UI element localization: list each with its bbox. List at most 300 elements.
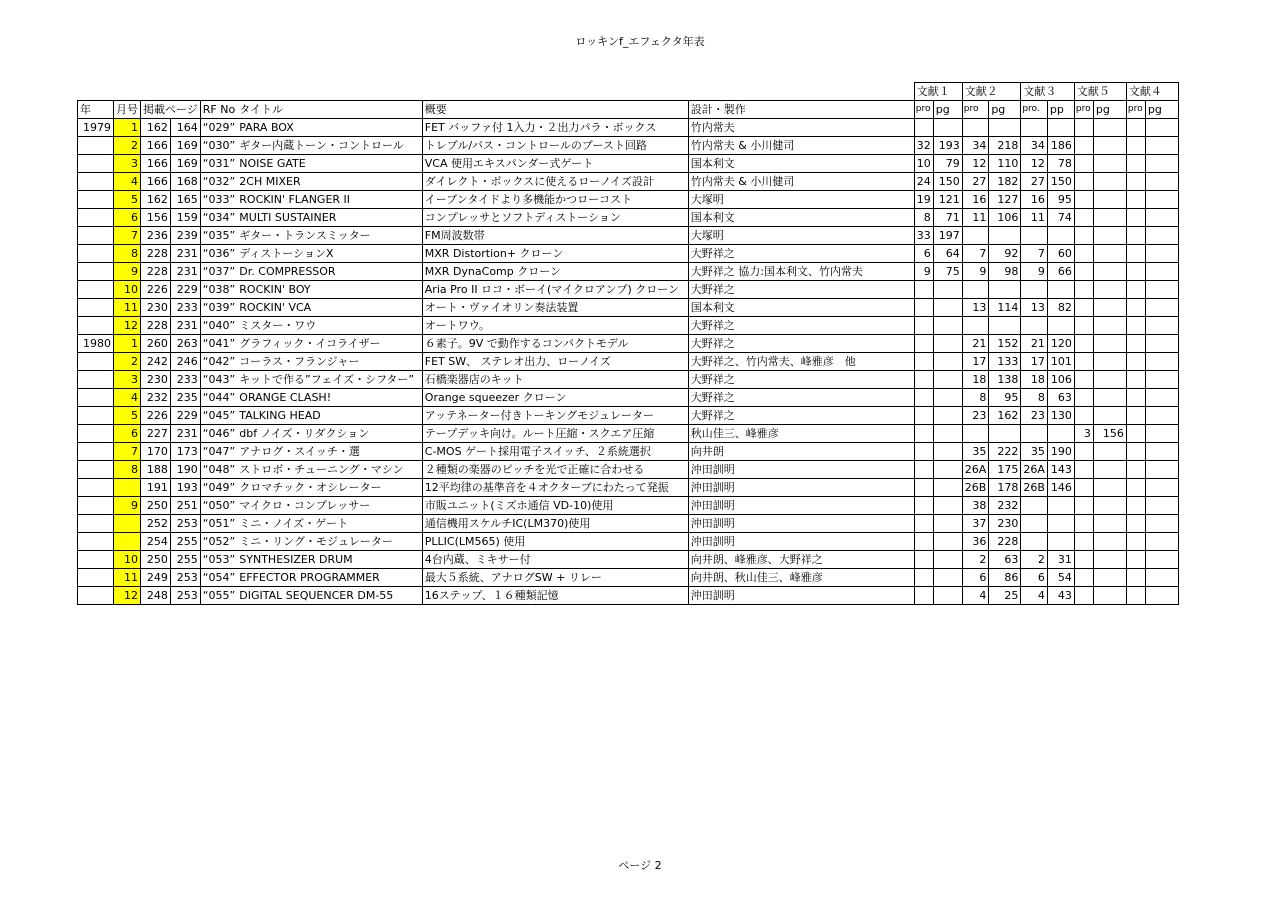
cell-ref5-pro <box>1074 389 1093 407</box>
cell-ref4-pg <box>1145 299 1178 317</box>
cell-issue: 5 <box>114 407 141 425</box>
cell-ref1-pg <box>933 479 962 497</box>
cell-page-start: 228 <box>141 317 171 335</box>
header-title: タイトル <box>237 101 422 119</box>
cell-ref2-pg: 25 <box>989 587 1021 605</box>
cell-ref2-pg: 133 <box>989 353 1021 371</box>
table-row <box>78 515 1179 533</box>
cell-designer: 沖田訓明 <box>688 497 914 515</box>
cell-ref2-pro: 18 <box>962 371 989 389</box>
cell-ref1-pro: 24 <box>914 173 933 191</box>
cell-designer: 大野祥之 <box>688 281 914 299</box>
cell-ref3-pro: 9 <box>1021 263 1048 281</box>
cell-ref1-pg <box>933 569 962 587</box>
cell-title: ギター内蔵トーン・コントロール <box>237 137 422 155</box>
table-row <box>78 551 1179 569</box>
cell-page-start: 227 <box>141 425 171 443</box>
cell-title: コーラス・フランジャー <box>237 353 422 371</box>
table-row <box>78 497 1179 515</box>
table-row <box>78 209 1179 227</box>
cell-ref4-pro <box>1126 353 1145 371</box>
header-ref1-pro: pro <box>914 101 933 119</box>
cell-summary: VCA 使用エキスパンダー式ゲート <box>422 155 688 173</box>
cell-ref3-pro: 27 <box>1021 173 1048 191</box>
cell-rf-no: “046” <box>200 425 237 443</box>
cell-title: アナログ・スイッチ・選 <box>237 443 422 461</box>
cell-ref1-pro <box>914 317 933 335</box>
cell-year <box>78 551 114 569</box>
cell-issue: 8 <box>114 461 141 479</box>
cell-title: クロマチック・オシレーター <box>237 479 422 497</box>
cell-rf-no: “033” <box>200 191 237 209</box>
cell-ref1-pro <box>914 551 933 569</box>
cell-ref1-pg <box>933 119 962 137</box>
table-row <box>78 299 1179 317</box>
cell-ref5-pro <box>1074 533 1093 551</box>
cell-year <box>78 173 114 191</box>
cell-rf-no: “054” <box>200 569 237 587</box>
cell-ref3-pro <box>1021 533 1048 551</box>
cell-page-start: 236 <box>141 227 171 245</box>
header-year: 年 <box>78 101 114 119</box>
cell-ref5-pro <box>1074 173 1093 191</box>
cell-ref4-pg <box>1145 371 1178 389</box>
cell-ref4-pg <box>1145 515 1178 533</box>
cell-designer: 秋山佳三、峰雅彦 <box>688 425 914 443</box>
cell-rf-no: “038” <box>200 281 237 299</box>
cell-issue: 6 <box>114 425 141 443</box>
cell-ref2-pro: 13 <box>962 299 989 317</box>
cell-designer: 竹内常夫 <box>688 119 914 137</box>
cell-ref3-pro: 8 <box>1021 389 1048 407</box>
cell-ref3-pp: 120 <box>1047 335 1074 353</box>
cell-ref1-pg <box>933 425 962 443</box>
cell-issue: 12 <box>114 587 141 605</box>
cell-ref2-pro: 9 <box>962 263 989 281</box>
cell-page-end: 255 <box>170 533 200 551</box>
cell-title: ミスター・ワウ <box>237 317 422 335</box>
cell-ref2-pro: 37 <box>962 515 989 533</box>
cell-summary: 16ステップ、１６種類記憶 <box>422 587 688 605</box>
cell-page-end: 251 <box>170 497 200 515</box>
cell-year <box>78 155 114 173</box>
cell-ref3-pro: 7 <box>1021 245 1048 263</box>
cell-ref5-pg: 156 <box>1093 425 1126 443</box>
cell-designer: 沖田訓明 <box>688 515 914 533</box>
cell-ref2-pro: 38 <box>962 497 989 515</box>
cell-ref1-pg <box>933 371 962 389</box>
cell-ref1-pg: 71 <box>933 209 962 227</box>
cell-title: ディストーションX <box>237 245 422 263</box>
cell-year <box>78 497 114 515</box>
cell-ref2-pro: 23 <box>962 407 989 425</box>
cell-ref3-pro: 21 <box>1021 335 1048 353</box>
cell-summary: PLLIC(LM565) 使用 <box>422 533 688 551</box>
cell-page-start: 254 <box>141 533 171 551</box>
cell-ref5-pg <box>1093 191 1126 209</box>
table-row <box>78 155 1179 173</box>
cell-rf-no: “048” <box>200 461 237 479</box>
cell-ref2-pro <box>962 317 989 335</box>
cell-ref2-pro: 12 <box>962 155 989 173</box>
cell-issue: 4 <box>114 389 141 407</box>
table-row <box>78 461 1179 479</box>
cell-ref3-pro: 17 <box>1021 353 1048 371</box>
cell-page-end: 168 <box>170 173 200 191</box>
column-header-row <box>78 101 1179 119</box>
table-body <box>78 119 1179 605</box>
cell-summary: コンプレッサとソフトディストーション <box>422 209 688 227</box>
cell-ref4-pro <box>1126 389 1145 407</box>
table-row <box>78 335 1179 353</box>
table-row <box>78 443 1179 461</box>
cell-title: NOISE GATE <box>237 155 422 173</box>
cell-year <box>78 425 114 443</box>
cell-title: TALKING HEAD <box>237 407 422 425</box>
cell-ref1-pg <box>933 461 962 479</box>
cell-page-end: 193 <box>170 479 200 497</box>
table-row <box>78 119 1179 137</box>
cell-ref3-pro: 16 <box>1021 191 1048 209</box>
cell-issue: 7 <box>114 443 141 461</box>
cell-ref2-pg: 106 <box>989 209 1021 227</box>
cell-page-end: 253 <box>170 587 200 605</box>
header-ref3-pro: pro. <box>1021 101 1048 119</box>
cell-page-start: 188 <box>141 461 171 479</box>
cell-ref3-pp <box>1047 227 1074 245</box>
cell-summary: FET SW、 ステレオ出力、ローノイズ <box>422 353 688 371</box>
cell-rf-no: “040” <box>200 317 237 335</box>
cell-issue: 3 <box>114 155 141 173</box>
cell-ref1-pg <box>933 587 962 605</box>
cell-ref1-pg <box>933 389 962 407</box>
cell-ref2-pg <box>989 119 1021 137</box>
cell-rf-no: “030” <box>200 137 237 155</box>
cell-rf-no: “032” <box>200 173 237 191</box>
cell-year <box>78 443 114 461</box>
cell-ref1-pg <box>933 551 962 569</box>
cell-ref4-pg <box>1145 479 1178 497</box>
table-row <box>78 389 1179 407</box>
cell-ref4-pro <box>1126 371 1145 389</box>
cell-rf-no: “029” <box>200 119 237 137</box>
cell-ref1-pg <box>933 497 962 515</box>
cell-ref5-pg <box>1093 299 1126 317</box>
cell-ref5-pro <box>1074 227 1093 245</box>
cell-year: 1980 <box>78 335 114 353</box>
cell-ref2-pg: 138 <box>989 371 1021 389</box>
cell-ref5-pro <box>1074 299 1093 317</box>
cell-ref3-pp: 43 <box>1047 587 1074 605</box>
cell-ref3-pro: 26A <box>1021 461 1048 479</box>
cell-title: SYNTHESIZER DRUM <box>237 551 422 569</box>
cell-ref1-pro <box>914 461 933 479</box>
cell-ref3-pp: 130 <box>1047 407 1074 425</box>
cell-summary: オートワウ。 <box>422 317 688 335</box>
cell-ref4-pro <box>1126 425 1145 443</box>
cell-ref5-pro <box>1074 119 1093 137</box>
table-row <box>78 587 1179 605</box>
cell-ref3-pp <box>1047 317 1074 335</box>
cell-ref2-pro <box>962 281 989 299</box>
cell-ref2-pg: 232 <box>989 497 1021 515</box>
cell-ref3-pro <box>1021 425 1048 443</box>
cell-rf-no: “036” <box>200 245 237 263</box>
cell-year <box>78 209 114 227</box>
cell-page-end: 246 <box>170 353 200 371</box>
cell-title: MULTI SUSTAINER <box>237 209 422 227</box>
cell-ref3-pro <box>1021 227 1048 245</box>
table-row <box>78 407 1179 425</box>
cell-page-start: 226 <box>141 407 171 425</box>
effector-timeline-table <box>77 82 1179 605</box>
cell-ref2-pg: 127 <box>989 191 1021 209</box>
cell-ref3-pro: 2 <box>1021 551 1048 569</box>
cell-ref5-pg <box>1093 281 1126 299</box>
cell-ref4-pg <box>1145 173 1178 191</box>
cell-ref5-pro <box>1074 443 1093 461</box>
cell-designer: 大野祥之 <box>688 245 914 263</box>
group-header-ref1: 文献１ <box>914 83 962 101</box>
cell-page-start: 252 <box>141 515 171 533</box>
cell-ref1-pg: 150 <box>933 173 962 191</box>
cell-designer: 竹内常夫 & 小川健司 <box>688 173 914 191</box>
table-row <box>78 569 1179 587</box>
cell-ref3-pp: 54 <box>1047 569 1074 587</box>
cell-ref2-pg: 98 <box>989 263 1021 281</box>
cell-page-start: 250 <box>141 497 171 515</box>
cell-ref4-pro <box>1126 515 1145 533</box>
cell-ref5-pro <box>1074 281 1093 299</box>
cell-ref1-pg <box>933 353 962 371</box>
cell-ref1-pg <box>933 515 962 533</box>
cell-designer: 向井朗 <box>688 443 914 461</box>
cell-page-start: 166 <box>141 173 171 191</box>
cell-designer: 大野祥之 <box>688 389 914 407</box>
cell-ref3-pro <box>1021 317 1048 335</box>
cell-year <box>78 245 114 263</box>
cell-ref3-pp: 95 <box>1047 191 1074 209</box>
cell-ref5-pg <box>1093 353 1126 371</box>
cell-page-start: 242 <box>141 353 171 371</box>
cell-year <box>78 317 114 335</box>
cell-ref5-pro <box>1074 335 1093 353</box>
header-ref3-pp: pp <box>1047 101 1074 119</box>
cell-ref5-pg <box>1093 497 1126 515</box>
header-designer: 設計・製作 <box>688 101 914 119</box>
cell-page-end: 229 <box>170 281 200 299</box>
cell-designer: 向井朗、秋山佳三、峰雅彦 <box>688 569 914 587</box>
cell-rf-no: “050” <box>200 497 237 515</box>
cell-ref4-pg <box>1145 497 1178 515</box>
cell-ref2-pg: 218 <box>989 137 1021 155</box>
cell-title: ミニ・ノイズ・ゲート <box>237 515 422 533</box>
cell-ref4-pro <box>1126 191 1145 209</box>
cell-ref3-pp <box>1047 515 1074 533</box>
cell-page-start: 230 <box>141 371 171 389</box>
cell-ref1-pro <box>914 407 933 425</box>
cell-year <box>78 227 114 245</box>
cell-issue: 7 <box>114 227 141 245</box>
cell-issue: 1 <box>114 335 141 353</box>
cell-designer: 大塚明 <box>688 191 914 209</box>
cell-ref2-pro <box>962 425 989 443</box>
cell-ref4-pg <box>1145 263 1178 281</box>
cell-title: ORANGE CLASH! <box>237 389 422 407</box>
cell-ref1-pro <box>914 587 933 605</box>
cell-ref5-pro <box>1074 551 1093 569</box>
cell-ref1-pg <box>933 443 962 461</box>
cell-ref3-pp: 82 <box>1047 299 1074 317</box>
header-ref1-pg: pg <box>933 101 962 119</box>
group-header-ref5: 文献５ <box>1074 83 1126 101</box>
cell-ref3-pp: 31 <box>1047 551 1074 569</box>
cell-issue: 12 <box>114 317 141 335</box>
cell-issue: 11 <box>114 299 141 317</box>
cell-page-end: 169 <box>170 155 200 173</box>
cell-ref1-pro <box>914 569 933 587</box>
table-row <box>78 281 1179 299</box>
cell-ref5-pg <box>1093 209 1126 227</box>
cell-ref5-pro <box>1074 263 1093 281</box>
cell-year <box>78 371 114 389</box>
cell-issue: 4 <box>114 173 141 191</box>
cell-summary: ６素子。9V で動作するコンパクトモデル <box>422 335 688 353</box>
cell-ref3-pp: 101 <box>1047 353 1074 371</box>
cell-page-start: 232 <box>141 389 171 407</box>
reference-group-row <box>78 83 1179 101</box>
cell-year <box>78 569 114 587</box>
cell-summary: Aria Pro II ロコ・ボーイ(マイクロアンプ) クローン <box>422 281 688 299</box>
cell-ref1-pg: 64 <box>933 245 962 263</box>
cell-ref4-pro <box>1126 479 1145 497</box>
cell-page-start: 162 <box>141 119 171 137</box>
cell-summary: 通信機用スケルチIC(LM370)使用 <box>422 515 688 533</box>
cell-summary: テープデッキ向け。ルート圧縮・スクエア圧縮 <box>422 425 688 443</box>
cell-ref3-pro: 18 <box>1021 371 1048 389</box>
cell-ref2-pro: 36 <box>962 533 989 551</box>
cell-ref5-pg <box>1093 443 1126 461</box>
cell-page-start: 226 <box>141 281 171 299</box>
cell-ref3-pro: 12 <box>1021 155 1048 173</box>
cell-ref3-pp: 150 <box>1047 173 1074 191</box>
cell-ref5-pro: 3 <box>1074 425 1093 443</box>
cell-ref3-pro <box>1021 119 1048 137</box>
cell-ref5-pg <box>1093 137 1126 155</box>
cell-designer: 沖田訓明 <box>688 479 914 497</box>
cell-ref2-pg <box>989 317 1021 335</box>
table-row <box>78 191 1179 209</box>
cell-summary: FM周波数帯 <box>422 227 688 245</box>
document-title: ロッキンf_エフェクタ年表 <box>575 35 705 48</box>
cell-ref2-pro <box>962 227 989 245</box>
cell-ref5-pg <box>1093 263 1126 281</box>
cell-ref3-pp: 143 <box>1047 461 1074 479</box>
table-row <box>78 425 1179 443</box>
cell-page-end: 233 <box>170 371 200 389</box>
table-row <box>78 245 1179 263</box>
cell-ref4-pg <box>1145 119 1178 137</box>
cell-ref1-pg: 79 <box>933 155 962 173</box>
cell-page-start: 260 <box>141 335 171 353</box>
cell-summary: C-MOS ゲート採用電子スイッチ、２系統選択 <box>422 443 688 461</box>
cell-ref2-pg: 63 <box>989 551 1021 569</box>
cell-ref1-pro: 9 <box>914 263 933 281</box>
header-ref5-pg: pg <box>1093 101 1126 119</box>
cell-ref4-pg <box>1145 227 1178 245</box>
cell-ref1-pro <box>914 281 933 299</box>
table-row <box>78 173 1179 191</box>
cell-summary: 12平均律の基準音を４オクターブにわたって発振 <box>422 479 688 497</box>
cell-issue <box>114 515 141 533</box>
cell-issue: 9 <box>114 263 141 281</box>
cell-page-start: 248 <box>141 587 171 605</box>
cell-ref3-pp: 186 <box>1047 137 1074 155</box>
cell-rf-no: “047” <box>200 443 237 461</box>
cell-ref5-pro <box>1074 245 1093 263</box>
cell-ref5-pro <box>1074 155 1093 173</box>
cell-ref3-pro <box>1021 497 1048 515</box>
cell-title: PARA BOX <box>237 119 422 137</box>
cell-ref4-pg <box>1145 443 1178 461</box>
cell-page-start: 170 <box>141 443 171 461</box>
cell-summary: 4台内蔵、ミキサー付 <box>422 551 688 569</box>
header-ref4-pro: pro <box>1126 101 1145 119</box>
cell-issue: 11 <box>114 569 141 587</box>
cell-ref1-pg <box>933 335 962 353</box>
cell-title: ROCKIN' BOY <box>237 281 422 299</box>
cell-ref2-pro: 2 <box>962 551 989 569</box>
cell-ref4-pro <box>1126 137 1145 155</box>
header-rf-no: RF No <box>200 101 237 119</box>
cell-ref3-pro <box>1021 515 1048 533</box>
cell-year <box>78 191 114 209</box>
cell-issue <box>114 533 141 551</box>
cell-designer: 国本利文 <box>688 299 914 317</box>
cell-page-end: 159 <box>170 209 200 227</box>
cell-ref4-pro <box>1126 209 1145 227</box>
cell-ref2-pro: 7 <box>962 245 989 263</box>
cell-issue <box>114 479 141 497</box>
cell-ref1-pro: 6 <box>914 245 933 263</box>
cell-rf-no: “031” <box>200 155 237 173</box>
cell-page-start: 230 <box>141 299 171 317</box>
cell-year <box>78 389 114 407</box>
cell-issue: 2 <box>114 137 141 155</box>
cell-designer: 大野祥之 <box>688 335 914 353</box>
cell-ref1-pro: 32 <box>914 137 933 155</box>
cell-rf-no: “037” <box>200 263 237 281</box>
cell-summary: MXR DynaComp クローン <box>422 263 688 281</box>
cell-ref4-pro <box>1126 551 1145 569</box>
cell-ref4-pg <box>1145 425 1178 443</box>
cell-year <box>78 479 114 497</box>
cell-title: グラフィック・イコライザー <box>237 335 422 353</box>
cell-ref5-pg <box>1093 479 1126 497</box>
cell-designer: 沖田訓明 <box>688 587 914 605</box>
cell-summary: 最大５系統、アナログSW + リレー <box>422 569 688 587</box>
cell-ref3-pp <box>1047 497 1074 515</box>
cell-ref2-pg: 92 <box>989 245 1021 263</box>
cell-summary: 市販ユニット(ミズホ通信 VD-10)使用 <box>422 497 688 515</box>
cell-issue: 2 <box>114 353 141 371</box>
cell-ref3-pro <box>1021 281 1048 299</box>
cell-ref5-pg <box>1093 515 1126 533</box>
cell-ref2-pro: 34 <box>962 137 989 155</box>
cell-ref2-pg: 175 <box>989 461 1021 479</box>
cell-ref2-pg: 110 <box>989 155 1021 173</box>
cell-ref3-pro: 11 <box>1021 209 1048 227</box>
